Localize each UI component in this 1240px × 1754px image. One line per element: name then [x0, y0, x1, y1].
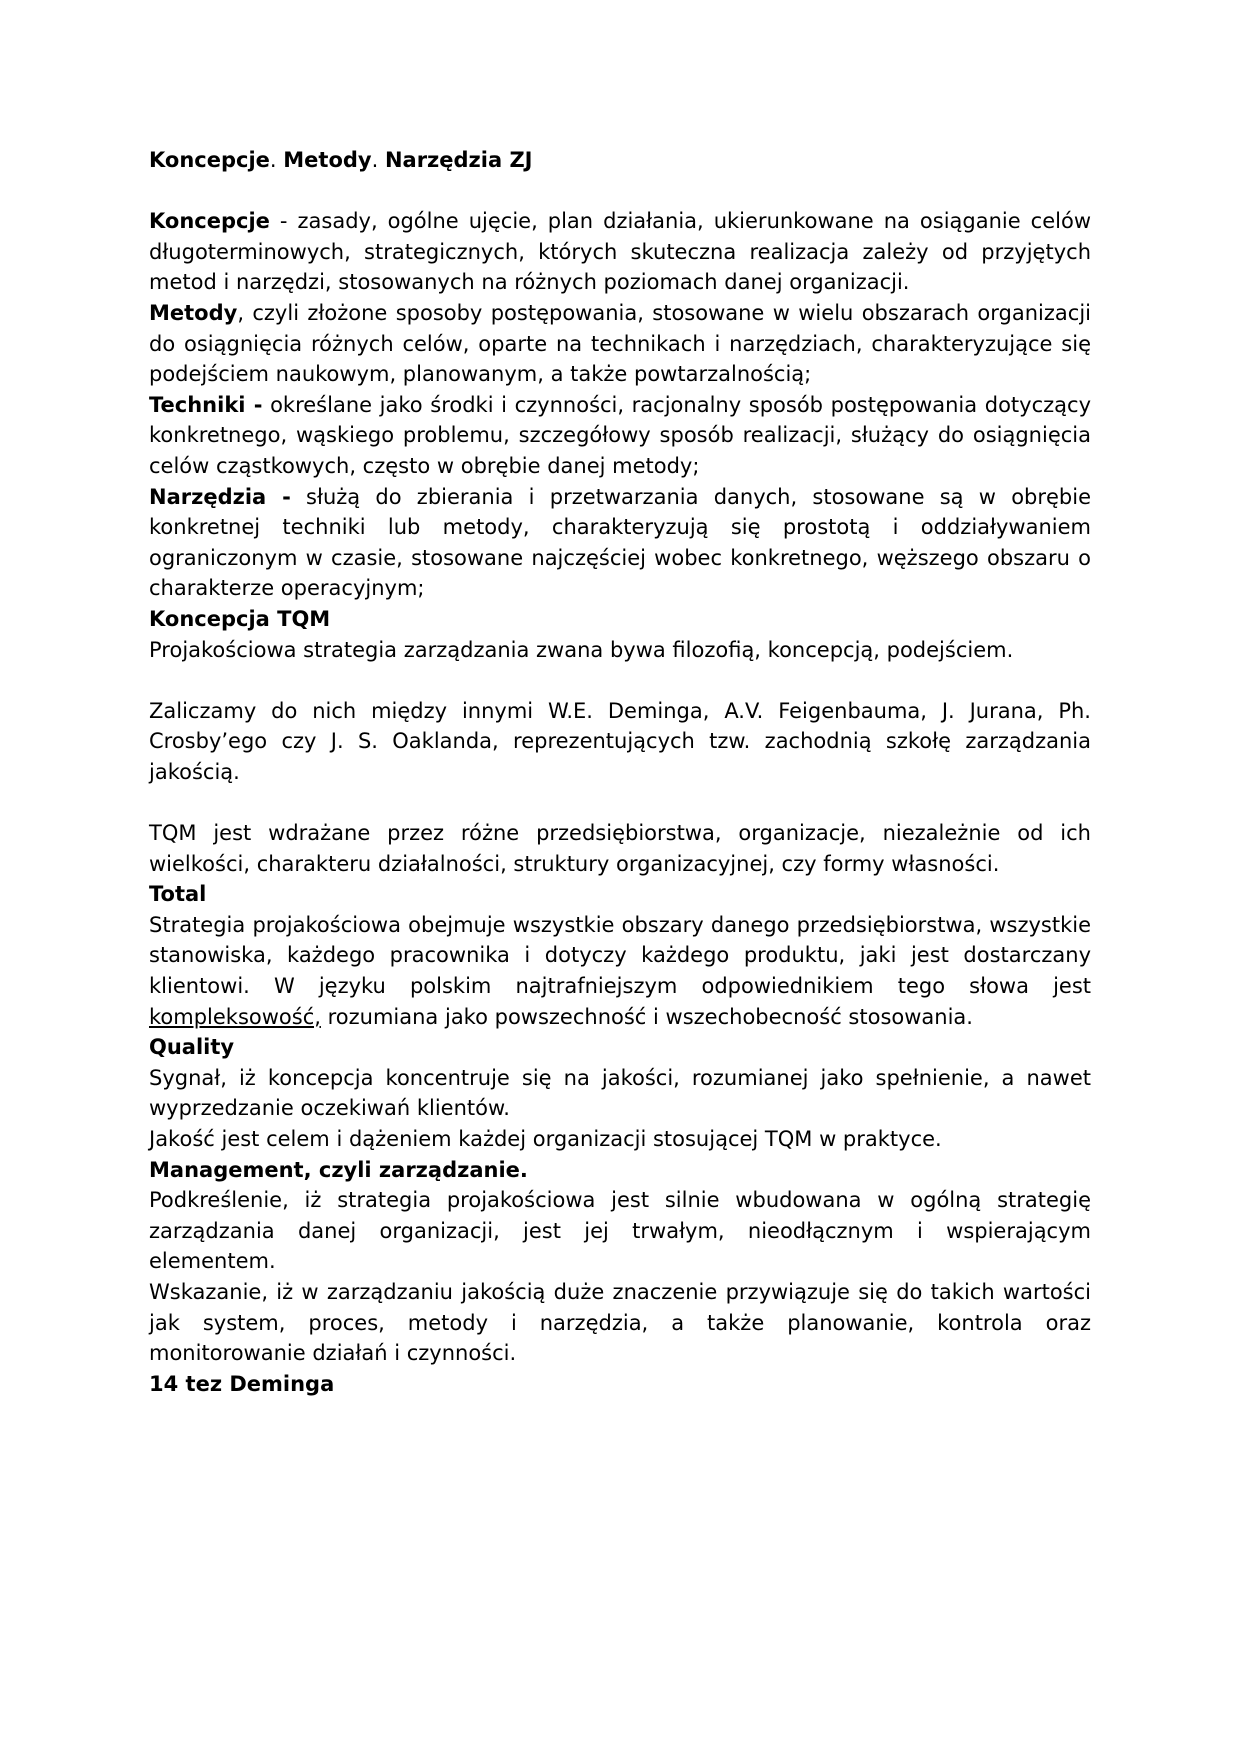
paragraph-management-1: Podkreślenie, iż strategia projakościowa jest silnie wbudowana w ogólną strategię zarządzania danej organizacji, jest jej trwałym, nieodłącznym i wspierającym elementem. — [149, 1188, 1091, 1274]
paragraph-tqm-authors: Zaliczamy do nich między innymi W.E. Deminga, A.V. Feigenbauma, J. Jurana, Ph. Crosby’ego czy J. S. Oaklanda, reprezentujących tzw. zachodnią szkołę zarządzania jakością. — [149, 698, 1091, 784]
blank-line — [149, 665, 1091, 696]
blank-line — [149, 787, 1091, 818]
paragraph-tqm-implementation: TQM jest wdrażane przez różne przedsiębiorstwa, organizacje, niezależnie od ich wielkości, charakteru działalności, struktury organizacyjnej, czy formy własności. — [149, 821, 1091, 876]
definition-koncepcje — [149, 206, 1091, 298]
title-separator: . — [269, 148, 284, 172]
document-title — [149, 145, 1091, 176]
definition-metody — [149, 298, 1091, 390]
definition-text: służą do zbierania i przetwarzania danych, stosowane są w obrębie konkretnej techniki lub metody, charakteryzują się prostotą i oddziaływaniem ograniczonym w czasie, stosowane najczęściej wobec konkretnego, węższego obszaru o charakterze operacyjnym; — [149, 484, 1092, 601]
title-part-koncepcje: Koncepcje — [149, 148, 270, 172]
paragraph-total — [149, 910, 1091, 1032]
definition-term: Koncepcje — [149, 209, 270, 234]
definition-term: Techniki - — [149, 392, 263, 417]
section-heading-management: Management, czyli zarządzanie. — [149, 1157, 528, 1182]
document-page — [149, 145, 1091, 1399]
definition-techniki — [149, 390, 1091, 482]
paragraph-management-2: Wskazanie, iż w zarządzaniu jakością duże znaczenie przywiązuje się do takich wartości jak system, proces, metody i narzędzia, a także planowanie, kontrola oraz monitorowanie działań i czynności. — [149, 1279, 1091, 1366]
paragraph-text: Strategia projakościowa obejmuje wszystkie obszary danego przedsiębiorstwa, wszystkie stanowiska, każdego pracownika i dotyczy każdego produktu, jaki jest dostarczany klientowi. W języku polskim najtrafniejszym odpowiednikiem tego słowa jest — [149, 912, 1091, 999]
definition-text: - zasady, ogólne ujęcie, plan działania, ukierunkowane na osiąganie celów długoterminowych, strategicznych, których skuteczna realizacja zależy od przyjętych metod i narzędzi, stosowanych na różnych poziomach danej organizacji. — [149, 209, 1091, 295]
section-heading-deming: 14 tez Deminga — [149, 1371, 335, 1396]
section-heading-quality: Quality — [149, 1035, 235, 1060]
paragraph-quality-2: Jakość jest celem i dążeniem każdej organizacji stosującej TQM w praktyce. — [149, 1127, 942, 1151]
paragraph-tqm-intro: Projakościowa strategia zarządzania zwana bywa filozofią, koncepcją, podejściem. — [149, 637, 1014, 662]
paragraph-quality-1: Sygnał, iż koncepcja koncentruje się na jakości, rozumianej jako spełnienie, a nawet wyprzedzanie oczekiwań klientów. — [149, 1065, 1091, 1121]
section-heading-total: Total — [149, 882, 207, 907]
definition-narzedzia — [149, 482, 1091, 604]
paragraph-text: rozumiana jako powszechność i wszechobecność stosowania. — [320, 1004, 973, 1029]
definition-term: Metody — [149, 300, 238, 325]
title-part-metody: Metody — [283, 148, 372, 172]
underlined-term: kompleksowość, — [149, 1004, 321, 1029]
definition-text: , czyli złożone sposoby postępowania, stosowane w wielu obszarach organizacji do osiągnięcia różnych celów, oparte na technikach i narzędziach, charakteryzujące się podejściem naukowym, planowanym, a także powtarzalnością; — [149, 300, 1091, 387]
section-heading-tqm: Koncepcja TQM — [149, 606, 331, 631]
title-part-narzedzia: Narzędzia ZJ — [384, 148, 533, 172]
title-separator: . — [371, 148, 385, 172]
definition-term: Narzędzia - — [149, 484, 291, 509]
definition-text: określane jako środki i czynności, racjonalny sposób postępowania dotyczący konkretnego, wąskiego problemu, szczegółowy sposób realizacji, służący do osiągnięcia celów cząstkowych, często w obrębie danej metody; — [149, 392, 1091, 478]
